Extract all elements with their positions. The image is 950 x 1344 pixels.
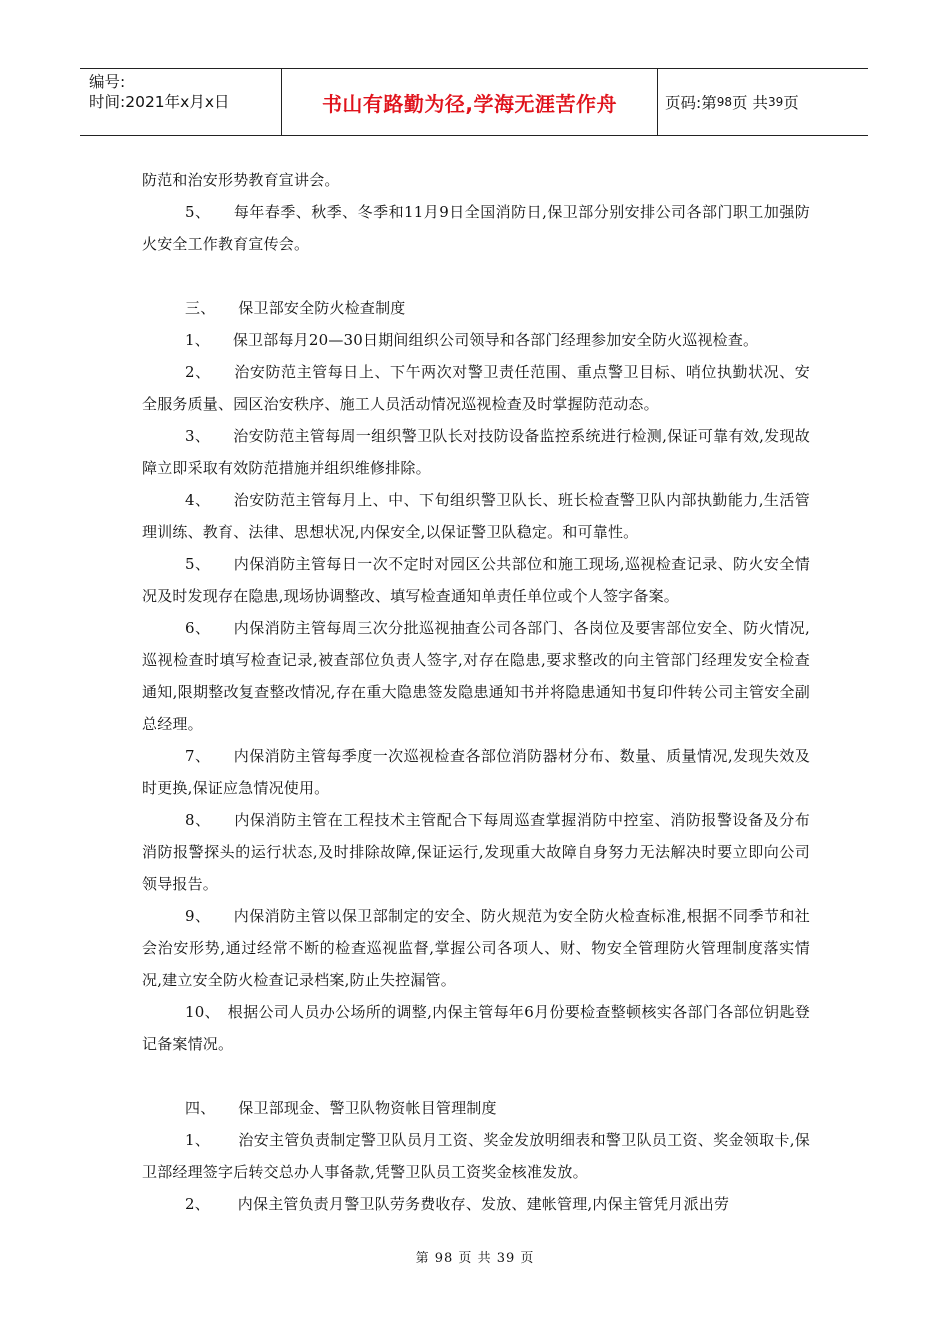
page-mid: 页 共 [732,94,768,112]
paragraph: 1、 治安主管负责制定警卫队员月工资、奖金发放明细表和警卫队员工资、奖金领取卡,保卫部经理签字后转交总办人事备款,凭警卫队员工资奖金核准发放。 [142,1131,810,1181]
paragraph: 5、 每年春季、秋季、冬季和11月9日全国消防日,保卫部分别安排公司各部门职工加强防火安全工作教育宣传会。 [142,203,810,253]
paragraph: 7、 内保消防主管每季度一次巡视检查各部位消防器材分布、数量、质量情况,发现失效及时更换,保证应急情况使用。 [142,747,810,797]
paragraph: 5、 内保消防主管每日一次不定时对园区公共部位和施工现场,巡视检查记录、防火安全情况及时发现存在隐患,现场协调整改、填写检查通知单责任单位或个人签字备案。 [142,555,810,605]
paragraph: 4、 治安防范主管每月上、中、下旬组织警卫队长、班长检查警卫队内部执勤能力,生活管理训练、教育、法律、思想状况,内保安全,以保证警卫队稳定。和可靠性。 [142,491,810,541]
paragraph: 2、 治安防范主管每日上、下午两次对警卫责任范围、重点警卫目标、哨位执勤状况、安全服务质量、园区治安秩序、施工人员活动情况巡视检查及时掌握防范动态。 [142,363,810,413]
paragraph: 10、 根据公司人员办公场所的调整,内保主管每年6月份要检查整顿核实各部门各部位钥匙登记备案情况。 [142,1003,810,1053]
page-current-number: 98 [716,95,733,109]
section-heading: 四、 保卫部现金、警卫队物资帐目管理制度 [185,1099,497,1117]
section-heading: 三、 保卫部安全防火检查制度 [185,299,406,317]
blank-line [142,260,810,292]
document-time-label: 时间:2021年x月x日 [89,93,230,111]
page-total-number: 39 [767,95,784,109]
paragraph: 防范和治安形势教育宣讲会。 [142,171,340,189]
paragraph: 6、 内保消防主管每周三次分批巡视抽查公司各部门、各岗位及要害部位安全、防火情况,巡视检查时填写检查记录,被查部位负责人签字,对存在隐患,要求整改的向主管部门经理发安全检查通知,限期整改复查整改情况,存在重大隐患签发隐患通知书并将隐患通知书复印件转公司主管安全副总经理。 [142,619,810,733]
blank-line [142,1060,810,1092]
document-number-label: 编号: [89,73,126,91]
paragraph: 1、 保卫部每月20—30日期间组织公司领导和各部门经理参加安全防火巡视检查。 [185,331,759,349]
paragraph: 9、 内保消防主管以保卫部制定的安全、防火规范为安全防火检查标准,根据不同季节和社会治安形势,通过经常不断的检查巡视监督,掌握公司各项人、财、物安全管理防火管理制度落实情况,建立安全防火检查记录档案,防止失控漏管。 [142,907,810,989]
page-header [80,68,868,136]
paragraph: 2、 内保主管负责月警卫队劳务费收存、发放、建帐管理,内保主管凭月派出劳 [185,1195,730,1213]
paragraph: 8、 内保消防主管在工程技术主管配合下每周巡查掌握消防中控室、消防报警设备及分布消防报警探头的运行状态,及时排除故障,保证运行,发现重大故障自身努力无法解决时要立即向公司领导报告。 [142,811,810,893]
document-body [142,164,810,1220]
header-meta [80,69,282,135]
page-suffix: 页 [783,94,799,112]
header-page-indicator [658,69,868,135]
header-motto: 书山有路勤为径,学海无涯苦作舟 [282,69,658,135]
paragraph: 3、 治安防范主管每周一组织警卫队长对技防设备监控系统进行检测,保证可靠有效,发现故障立即采取有效防范措施并组织维修排除。 [142,427,810,477]
page-prefix: 页码:第 [665,94,717,112]
page-footer: 第 98 页 共 39 页 [415,1251,535,1266]
